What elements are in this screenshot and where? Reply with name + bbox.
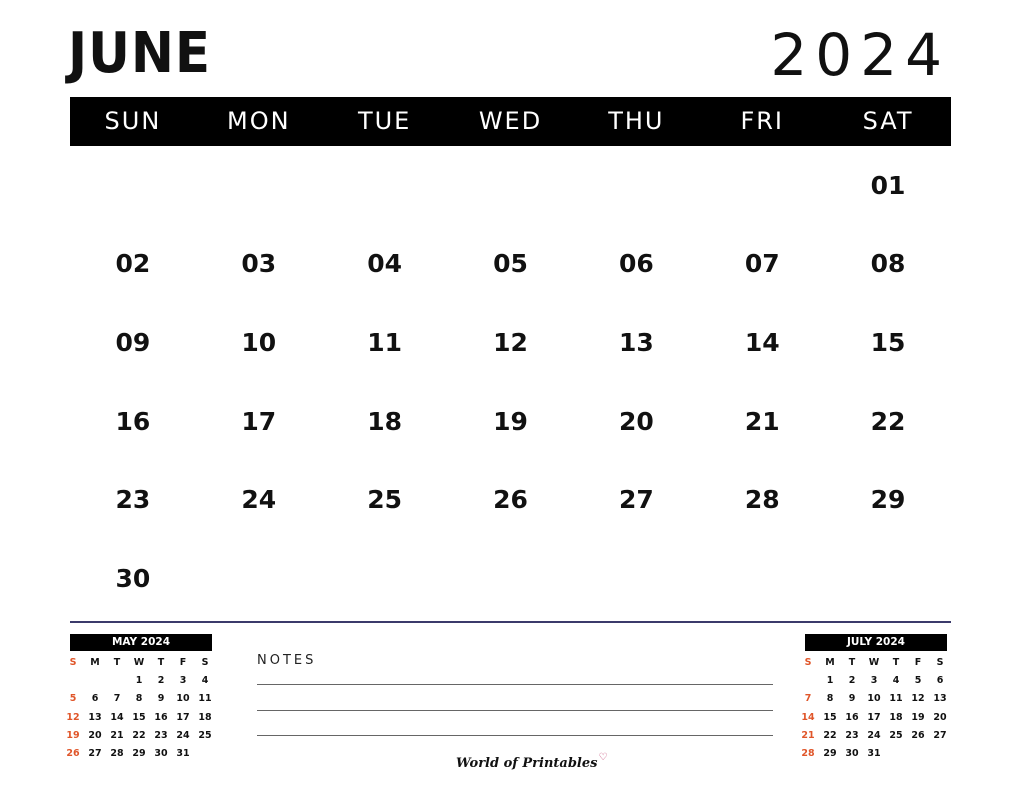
note-line (257, 710, 773, 711)
mini-day-cell: 10 (867, 693, 881, 705)
notes-label: NOTES (257, 653, 317, 668)
mini-day-cell: 10 (176, 693, 190, 705)
day-cell: 01 (870, 170, 906, 200)
heart-icon: ♡ (598, 752, 608, 763)
mini-day-cell: 26 (66, 747, 80, 759)
mini-weekday-label: M (825, 657, 835, 668)
mini-weekday-label: M (90, 657, 100, 668)
mini-weekday-label: S (201, 657, 209, 668)
mini-day-cell: 14 (110, 711, 124, 723)
mini-day-cell: 31 (176, 747, 190, 759)
mini-day-cell: 24 (176, 729, 190, 741)
mini-weekday-label: W (133, 657, 145, 668)
mini-day-cell: 8 (826, 693, 834, 705)
day-cell: 06 (618, 249, 654, 279)
empty-day-cell (322, 539, 448, 618)
mini-weekday-label: T (848, 657, 856, 668)
empty-day-cell (699, 539, 825, 618)
mini-day-cell: 16 (845, 711, 859, 723)
empty-day-cell (196, 539, 322, 618)
day-cell: 09 (115, 327, 151, 357)
mini-calendar-july (797, 634, 947, 763)
day-cell: 02 (115, 249, 151, 279)
empty-day-cell (322, 146, 448, 225)
mini-day-cell: 18 (198, 711, 212, 723)
mini-weekday-label: W (868, 657, 880, 668)
mini-day-cell: 28 (801, 747, 815, 759)
mini-day-cell: 6 (936, 675, 944, 687)
mini-day-cell: 5 (69, 693, 77, 705)
weekday-label: SUN (104, 107, 162, 135)
day-cell: 30 (115, 563, 151, 593)
day-cell: 22 (870, 406, 906, 436)
empty-day-cell (70, 146, 196, 225)
mini-day-cell: 4 (892, 675, 900, 687)
empty-day-cell (573, 539, 699, 618)
mini-day-cell: 16 (154, 711, 168, 723)
mini-day-cell: 29 (823, 747, 837, 759)
mini-weekday-label: S (804, 657, 812, 668)
mini-day-cell: 21 (801, 729, 815, 741)
mini-day-cell: 15 (823, 711, 837, 723)
mini-day-cell (194, 745, 216, 763)
day-cell: 21 (744, 406, 780, 436)
day-cell: 13 (618, 327, 654, 357)
day-cell: 25 (367, 485, 403, 515)
mini-day-cell: 14 (801, 711, 815, 723)
mini-day-cell: 1 (135, 675, 143, 687)
day-cell: 03 (241, 249, 277, 279)
mini-day-cell: 2 (157, 675, 165, 687)
mini-day-cell: 9 (848, 693, 856, 705)
weekday-label: TUE (357, 107, 412, 135)
mini-day-cell: 17 (176, 711, 190, 723)
day-cell: 04 (367, 249, 403, 279)
mini-calendar-title: MAY 2024 (70, 634, 212, 651)
calendar-grid (70, 146, 951, 618)
mini-day-cell: 20 (88, 729, 102, 741)
mini-day-cell: 19 (66, 729, 80, 741)
mini-weekday-label: F (179, 657, 187, 668)
mini-day-cell: 12 (911, 693, 925, 705)
mini-weekday-label: S (69, 657, 77, 668)
day-cell: 14 (744, 327, 780, 357)
mini-calendar-grid (62, 654, 212, 763)
weekday-label: SAT (862, 107, 914, 135)
mini-day-cell (929, 745, 951, 763)
empty-day-cell (573, 146, 699, 225)
mini-day-cell: 11 (198, 693, 212, 705)
day-cell: 11 (367, 327, 403, 357)
mini-day-cell: 30 (154, 747, 168, 759)
year-title: 2024 (770, 21, 950, 89)
mini-day-cell: 29 (132, 747, 146, 759)
mini-day-cell (797, 672, 819, 690)
mini-day-cell: 7 (113, 693, 121, 705)
mini-day-cell: 20 (933, 711, 947, 723)
mini-day-cell: 17 (867, 711, 881, 723)
section-divider (70, 621, 951, 623)
mini-day-cell: 13 (933, 693, 947, 705)
mini-day-cell: 25 (198, 729, 212, 741)
mini-day-cell: 23 (845, 729, 859, 741)
mini-day-cell (84, 672, 106, 690)
mini-day-cell: 6 (91, 693, 99, 705)
day-cell: 20 (618, 406, 654, 436)
mini-day-cell: 7 (804, 693, 812, 705)
mini-calendar-title: JULY 2024 (805, 634, 947, 651)
day-cell: 27 (618, 485, 654, 515)
day-cell: 19 (493, 406, 528, 436)
note-line (257, 735, 773, 736)
mini-weekday-label: T (157, 657, 165, 668)
mini-day-cell: 27 (933, 729, 947, 741)
mini-day-cell: 15 (132, 711, 146, 723)
day-cell: 08 (870, 249, 906, 279)
mini-weekday-label: S (936, 657, 944, 668)
weekday-header-bar (70, 97, 951, 146)
mini-day-cell: 3 (870, 675, 878, 687)
empty-day-cell (448, 539, 574, 618)
weekday-label: FRI (740, 107, 784, 135)
mini-day-cell: 21 (110, 729, 124, 741)
mini-day-cell: 22 (823, 729, 837, 741)
mini-day-cell (106, 672, 128, 690)
day-cell: 17 (241, 406, 277, 436)
weekday-label: THU (608, 107, 665, 135)
mini-day-cell: 4 (201, 675, 209, 687)
mini-day-cell (885, 745, 907, 763)
mini-weekday-label: T (113, 657, 121, 668)
mini-day-cell (907, 745, 929, 763)
mini-day-cell: 30 (845, 747, 859, 759)
note-line (257, 684, 773, 685)
day-cell: 05 (493, 249, 528, 279)
mini-day-cell: 1 (826, 675, 834, 687)
mini-day-cell: 28 (110, 747, 124, 759)
mini-day-cell: 12 (66, 711, 80, 723)
empty-day-cell (196, 146, 322, 225)
mini-calendar-grid (797, 654, 947, 763)
mini-day-cell: 25 (889, 729, 903, 741)
mini-day-cell: 31 (867, 747, 881, 759)
brand-text: World of Printables (456, 756, 598, 771)
mini-day-cell: 2 (848, 675, 856, 687)
day-cell: 18 (367, 406, 403, 436)
day-cell: 10 (241, 327, 277, 357)
empty-day-cell (448, 146, 574, 225)
mini-day-cell: 11 (889, 693, 903, 705)
empty-day-cell (699, 146, 825, 225)
day-cell: 24 (241, 485, 277, 515)
mini-day-cell: 9 (157, 693, 165, 705)
weekday-label: MON (227, 107, 291, 135)
mini-calendar-may (62, 634, 212, 763)
day-cell: 12 (493, 327, 528, 357)
mini-weekday-label: T (892, 657, 900, 668)
mini-day-cell: 3 (179, 675, 187, 687)
month-title: JUNE (68, 21, 212, 86)
day-cell: 07 (744, 249, 780, 279)
mini-day-cell: 13 (88, 711, 102, 723)
mini-weekday-label: F (914, 657, 922, 668)
weekday-label: WED (478, 107, 543, 135)
empty-day-cell (825, 539, 951, 618)
day-cell: 15 (870, 327, 906, 357)
day-cell: 29 (870, 485, 906, 515)
mini-day-cell (62, 672, 84, 690)
day-cell: 23 (115, 485, 151, 515)
mini-day-cell: 8 (135, 693, 143, 705)
mini-day-cell: 24 (867, 729, 881, 741)
day-cell: 16 (115, 406, 151, 436)
day-cell: 28 (744, 485, 780, 515)
brand-logo (456, 752, 608, 771)
day-cell: 26 (493, 485, 528, 515)
mini-day-cell: 23 (154, 729, 168, 741)
mini-day-cell: 26 (911, 729, 925, 741)
mini-day-cell: 19 (911, 711, 925, 723)
mini-day-cell: 18 (889, 711, 903, 723)
mini-day-cell: 27 (88, 747, 102, 759)
mini-day-cell: 5 (914, 675, 922, 687)
mini-day-cell: 22 (132, 729, 146, 741)
